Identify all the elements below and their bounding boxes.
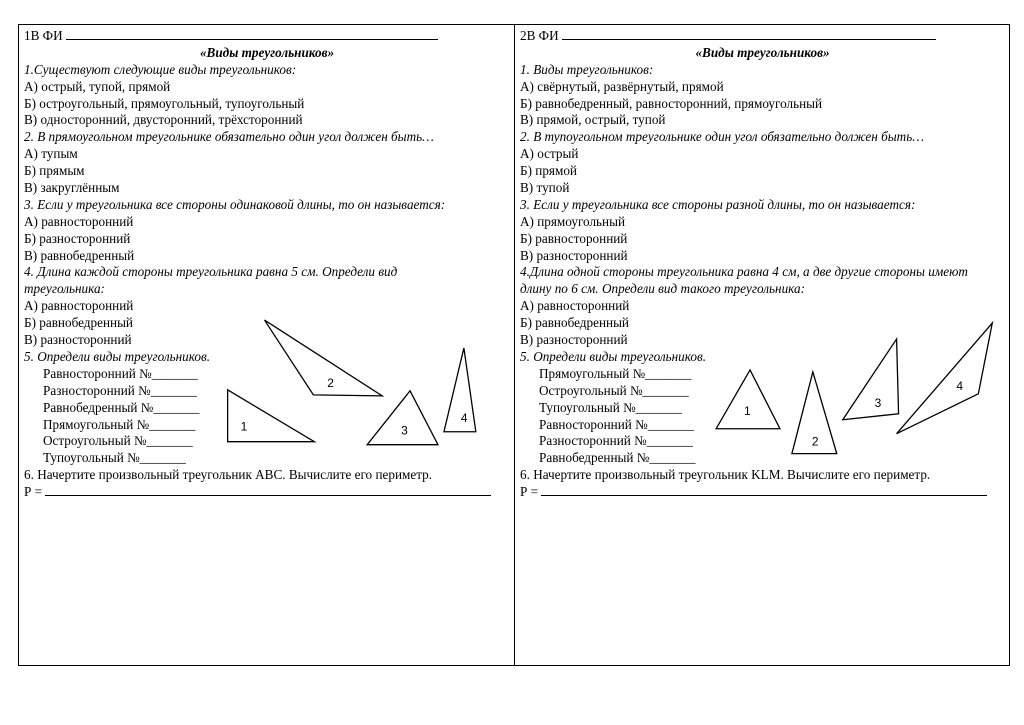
question-4: 4.Длина одной стороны треугольника равна 4 см, а две другие стороны имеют длину по 6 см. Определи вид такого треугольника: <box>520 264 968 297</box>
answer-option[interactable]: В) тупой <box>520 180 570 196</box>
answer-option[interactable]: Б) прямым <box>24 163 85 179</box>
classification-item[interactable]: Равносторонний №_______ <box>539 416 694 432</box>
name-line[interactable] <box>520 28 1005 45</box>
answer-option[interactable]: А) прямоугольный <box>520 213 626 229</box>
classification-item[interactable]: Остроугольный №_______ <box>539 382 689 398</box>
perimeter-label: Р = <box>520 484 542 500</box>
name-field[interactable] <box>562 28 936 40</box>
classification-item[interactable]: Тупоугольный №_______ <box>43 450 186 466</box>
perimeter-line[interactable] <box>24 484 510 501</box>
answer-option[interactable]: В) разносторонний <box>520 247 628 263</box>
answer-option[interactable]: А) равносторонний <box>520 298 630 314</box>
answer-option[interactable]: В) закруглённым <box>24 180 120 196</box>
question-5: 5. Определи виды треугольников. <box>520 348 707 364</box>
answer-option[interactable]: А) свёрнутый, развёрнутый, прямой <box>520 78 724 94</box>
classification-item[interactable]: Равносторонний №_______ <box>43 365 198 381</box>
answer-option[interactable]: А) равносторонний <box>24 298 134 314</box>
perimeter-line[interactable] <box>520 484 1005 501</box>
name-line[interactable] <box>24 28 510 45</box>
triangle-label: 1 <box>744 403 751 418</box>
worksheet <box>18 24 1010 666</box>
answer-option[interactable]: Б) равносторонний <box>520 230 628 246</box>
classification-item[interactable]: Прямоугольный №_______ <box>43 416 196 432</box>
answer-option[interactable]: В) разносторонний <box>24 332 132 348</box>
triangle-label: 4 <box>956 378 964 393</box>
triangle-label: 1 <box>240 419 248 434</box>
variant-label: 1В ФИ <box>24 28 63 43</box>
question-3: 3. Если у треугольника все стороны разной длины, то он называется: <box>520 196 916 212</box>
triangle-label: 3 <box>874 395 882 410</box>
perimeter-field[interactable] <box>541 484 987 496</box>
classification-item[interactable]: Разносторонний №_______ <box>43 382 197 398</box>
answer-option[interactable]: А) равносторонний <box>24 213 134 229</box>
question-5: 5. Определи виды треугольников. <box>24 348 211 364</box>
answer-option[interactable]: Б) прямой <box>520 163 577 179</box>
triangle-label: 3 <box>401 423 408 438</box>
answer-option[interactable]: Б) равнобедренный, равносторонний, прямоугольный <box>520 95 823 111</box>
perimeter-field[interactable] <box>45 484 491 496</box>
perimeter-label: Р = <box>24 484 46 500</box>
triangle-label: 2 <box>811 434 819 449</box>
answer-option[interactable]: Б) разносторонний <box>24 230 131 246</box>
answer-option[interactable]: Б) равнобедренный <box>520 315 629 331</box>
classification-item[interactable]: Разносторонний №_______ <box>539 433 693 449</box>
triangle-label: 4 <box>460 410 468 425</box>
classification-item[interactable]: Тупоугольный №_______ <box>539 399 682 415</box>
classification-item[interactable]: Прямоугольный №_______ <box>539 365 692 381</box>
variant-label: 2В ФИ <box>520 28 559 43</box>
answer-option[interactable]: В) разносторонний <box>520 332 628 348</box>
classification-item[interactable]: Равнобедренный №_______ <box>43 399 200 415</box>
question-1: 1.Существуют следующие виды треугольников: <box>24 61 297 77</box>
worksheet-title: «Виды треугольников» <box>695 44 830 60</box>
triangle-label: 2 <box>327 375 334 390</box>
worksheet-title: «Виды треугольников» <box>199 44 335 60</box>
classification-item[interactable]: Остроугольный №_______ <box>43 433 193 449</box>
question-6: 6. Начертите произвольный треугольник АВС. Вычислите его периметр. <box>24 467 433 483</box>
question-2: 2. В тупоугольном треугольнике один угол обязательно должен быть… <box>520 129 924 145</box>
answer-option[interactable]: Б) равнобедренный <box>24 315 133 331</box>
question-1: 1. Виды треугольников: <box>520 61 654 77</box>
answer-option[interactable]: А) острый <box>520 146 579 162</box>
answer-option[interactable]: В) прямой, острый, тупой <box>520 112 666 128</box>
variant-1-column <box>19 25 515 665</box>
answer-option[interactable]: В) односторонний, двусторонний, трёхсторонний <box>24 112 303 128</box>
question-2: 2. В прямоугольном треугольнике обязательно один угол должен быть… <box>24 129 434 145</box>
question-4: 4. Длина каждой стороны треугольника равна 5 см. Определи вид треугольника: <box>24 264 398 297</box>
answer-option[interactable]: А) острый, тупой, прямой <box>24 78 171 94</box>
name-field[interactable] <box>66 28 438 40</box>
answer-option[interactable]: Б) остроугольный, прямоугольный, тупоугольный <box>24 95 305 111</box>
variant-2-column <box>515 25 1009 665</box>
answer-option[interactable]: А) тупым <box>24 146 78 162</box>
question-3: 3. Если у треугольника все стороны одинаковой длины, то он называется: <box>24 196 446 212</box>
answer-option[interactable]: В) равнобедренный <box>24 247 135 263</box>
classification-item[interactable]: Равнобедренный №_______ <box>539 450 696 466</box>
question-6: 6. Начертите произвольный треугольник KLM. Вычислите его периметр. <box>520 467 931 483</box>
